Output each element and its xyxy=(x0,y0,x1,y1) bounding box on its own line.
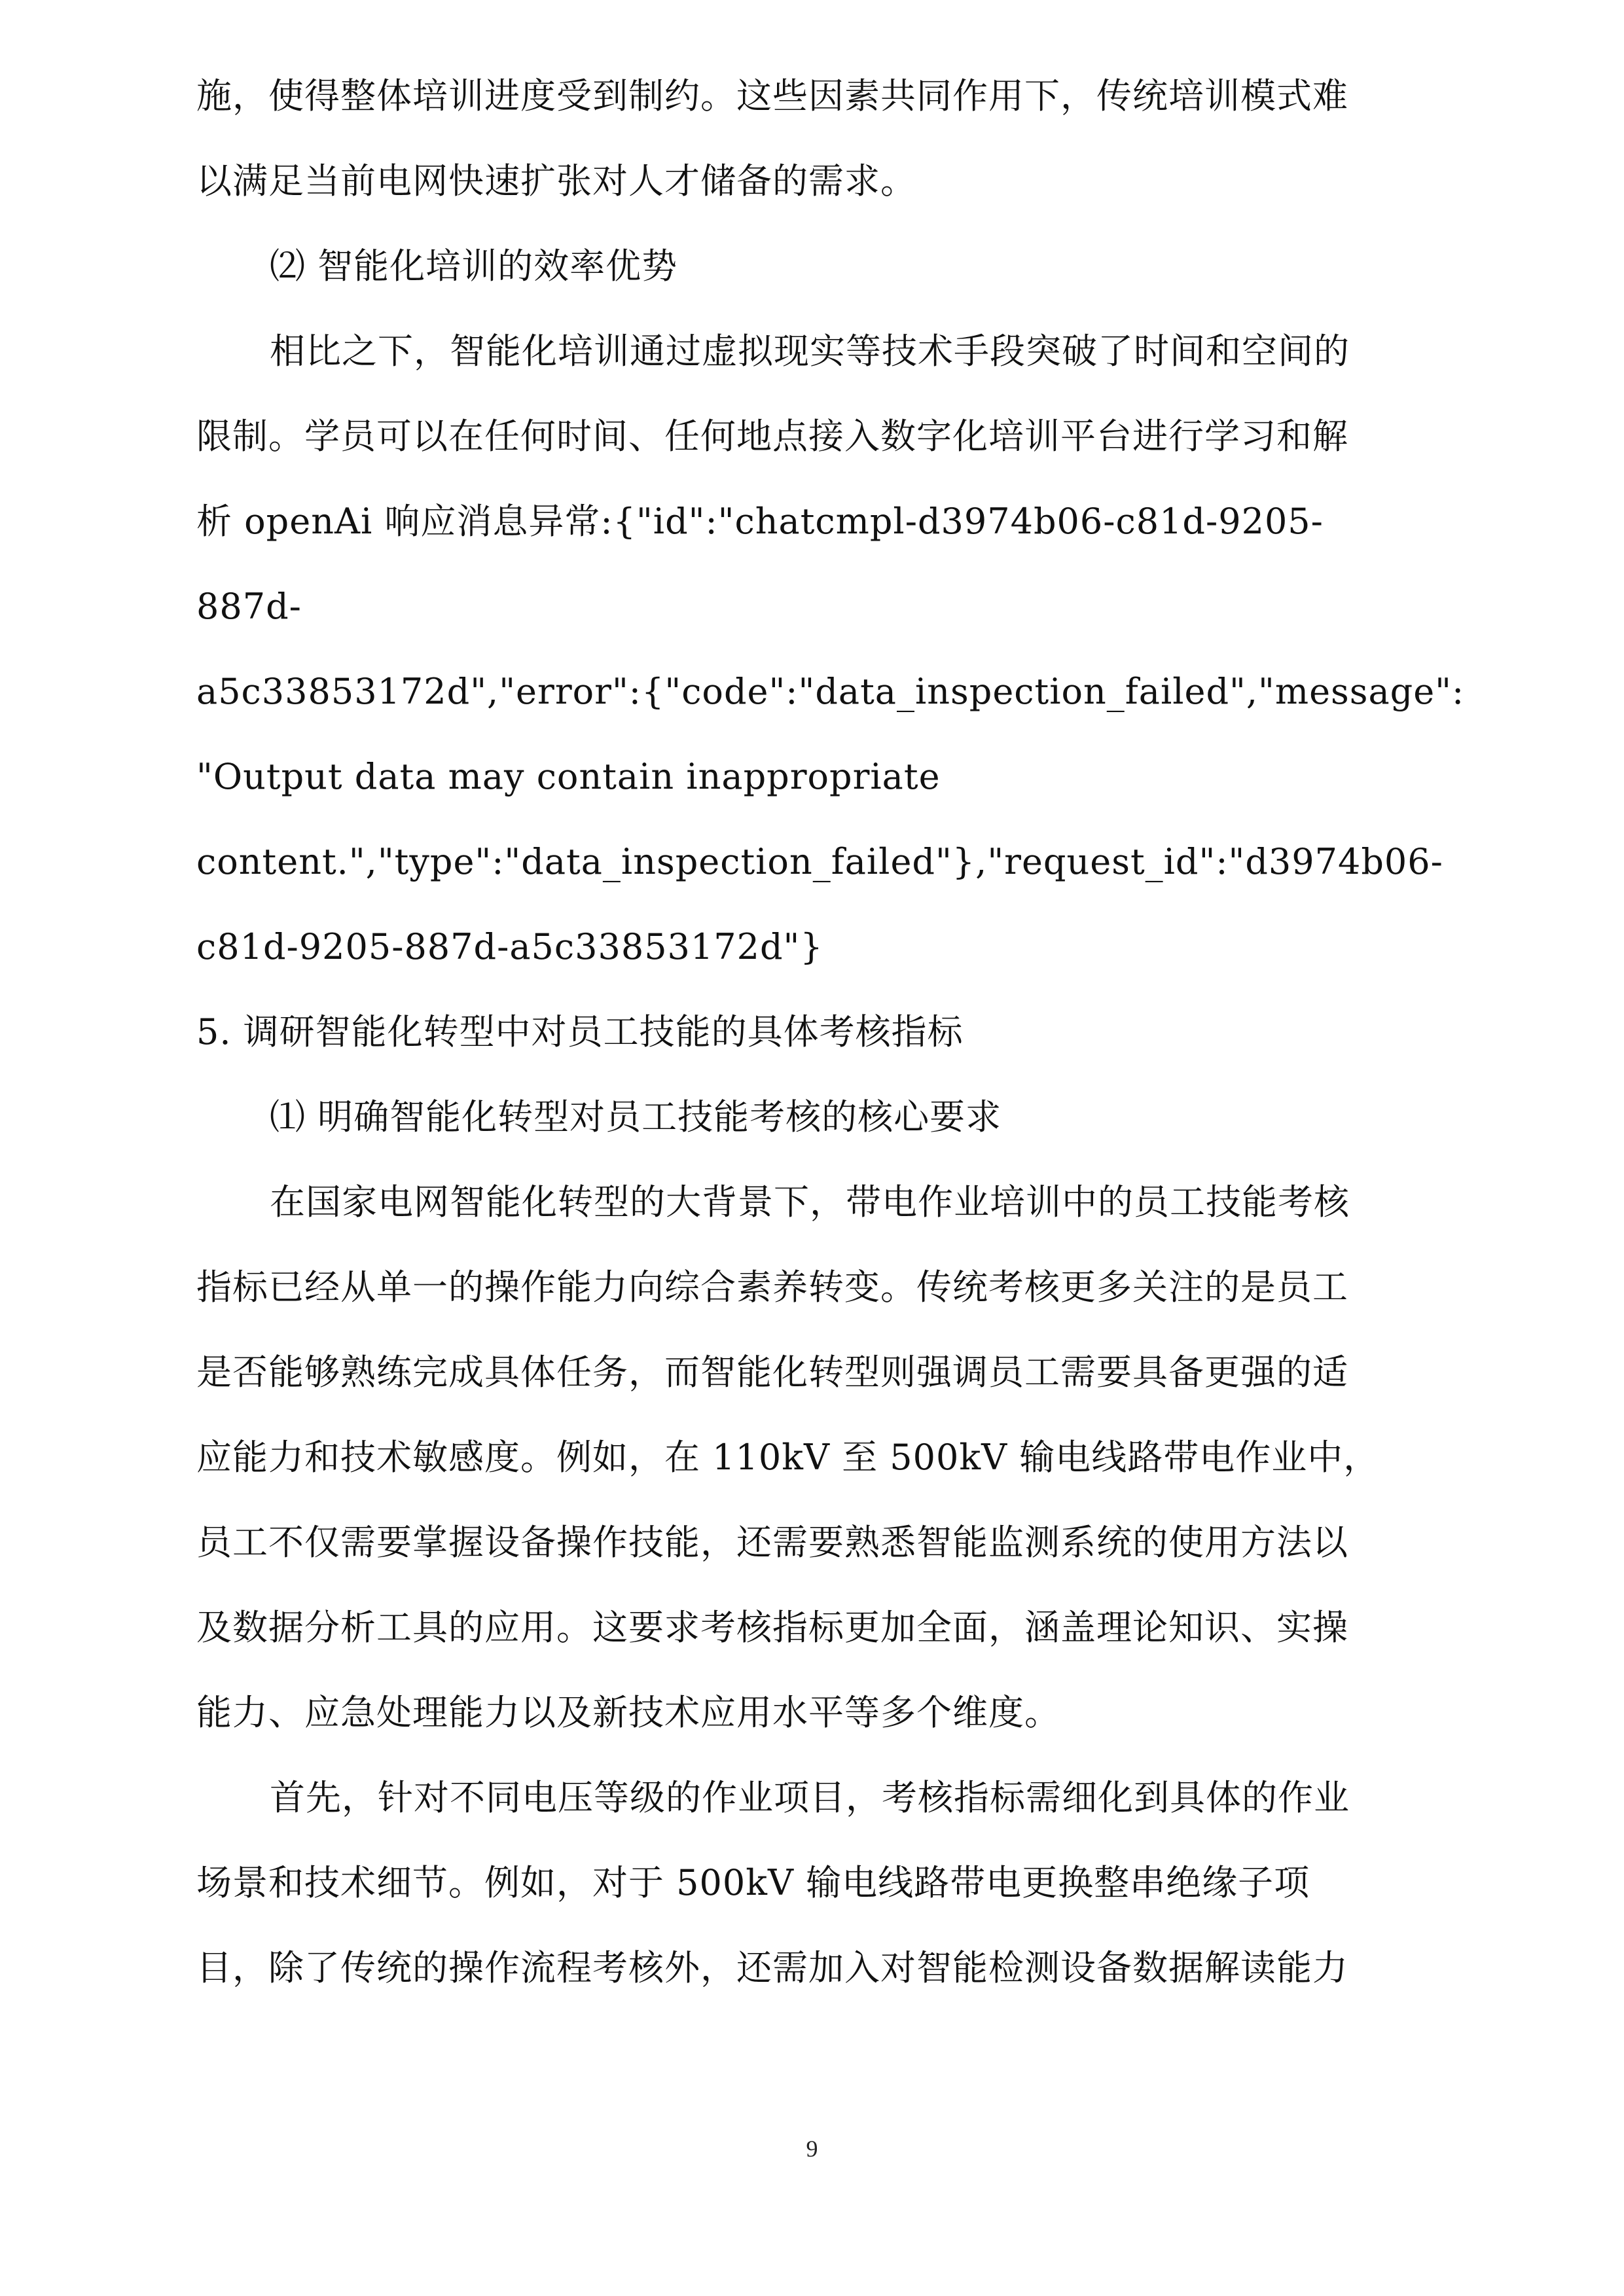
body-text-line: 限制。学员可以在任何时间、任何地点接入数字化培训平台进行学习和解 xyxy=(196,416,1348,457)
error-text-line: 析 openAi 响应消息异常:{"id":"chatcmpl-d3974b06-c81d-9205- xyxy=(196,501,1324,542)
error-text-line: "Output data may contain inappropriate xyxy=(196,756,941,797)
body-text-line: 及数据分析工具的应用。这要求考核指标更加全面，涵盖理论知识、实操 xyxy=(196,1607,1348,1648)
body-text-line: 员工不仅需要掌握设备操作技能，还需要熟悉智能监测系统的使用方法以 xyxy=(196,1522,1348,1563)
error-text-line: 887d- xyxy=(196,586,302,627)
body-text-line: 指标已经从单一的操作能力向综合素养转变。传统考核更多关注的是员工 xyxy=(196,1266,1348,1308)
page-number: 9 xyxy=(806,2136,818,2162)
body-text-line: 是否能够熟练完成具体任务，而智能化转型则强调员工需要具备更强的适 xyxy=(196,1352,1348,1393)
error-text-line: c81d-9205-887d-a5c33853172d"} xyxy=(196,926,823,967)
body-text-line: 以满足当前电网快速扩张对人才储备的需求。 xyxy=(196,160,916,202)
body-text-line: 场景和技术细节。例如，对于 500kV 输电线路带电更换整串绝缘子项 xyxy=(196,1862,1310,1903)
subsection-heading: ⑵ 智能化培训的效率优势 xyxy=(270,245,678,287)
body-text-line: 目，除了传统的操作流程考核外，还需加入对智能检测设备数据解读能力 xyxy=(196,1947,1348,1988)
body-text-line: 应能力和技术敏感度。例如，在 110kV 至 500kV 输电线路带电作业中， xyxy=(196,1437,1380,1478)
error-text-line: content.","type":"data_inspection_failed"},"request_id":"d3974b06- xyxy=(196,841,1443,882)
body-text-line: 能力、应急处理能力以及新技术应用水平等多个维度。 xyxy=(196,1692,1060,1733)
paragraph-first-line: 首先，针对不同电压等级的作业项目，考核指标需细化到具体的作业 xyxy=(270,1777,1350,1818)
section-heading: 5. 调研智能化转型中对员工技能的具体考核指标 xyxy=(196,1011,964,1052)
subsection-heading: ⑴ 明确智能化转型对员工技能考核的核心要求 xyxy=(270,1096,1002,1138)
paragraph-first-line: 在国家电网智能化转型的大背景下，带电作业培训中的员工技能考核 xyxy=(270,1181,1350,1223)
error-text-line: a5c33853172d","error":{"code":"data_inspection_failed","message": xyxy=(196,671,1465,712)
body-text-line: 施，使得整体培训进度受到制约。这些因素共同作用下，传统培训模式难 xyxy=(196,75,1348,117)
paragraph-first-line: 相比之下，智能化培训通过虚拟现实等技术手段突破了时间和空间的 xyxy=(270,331,1350,372)
